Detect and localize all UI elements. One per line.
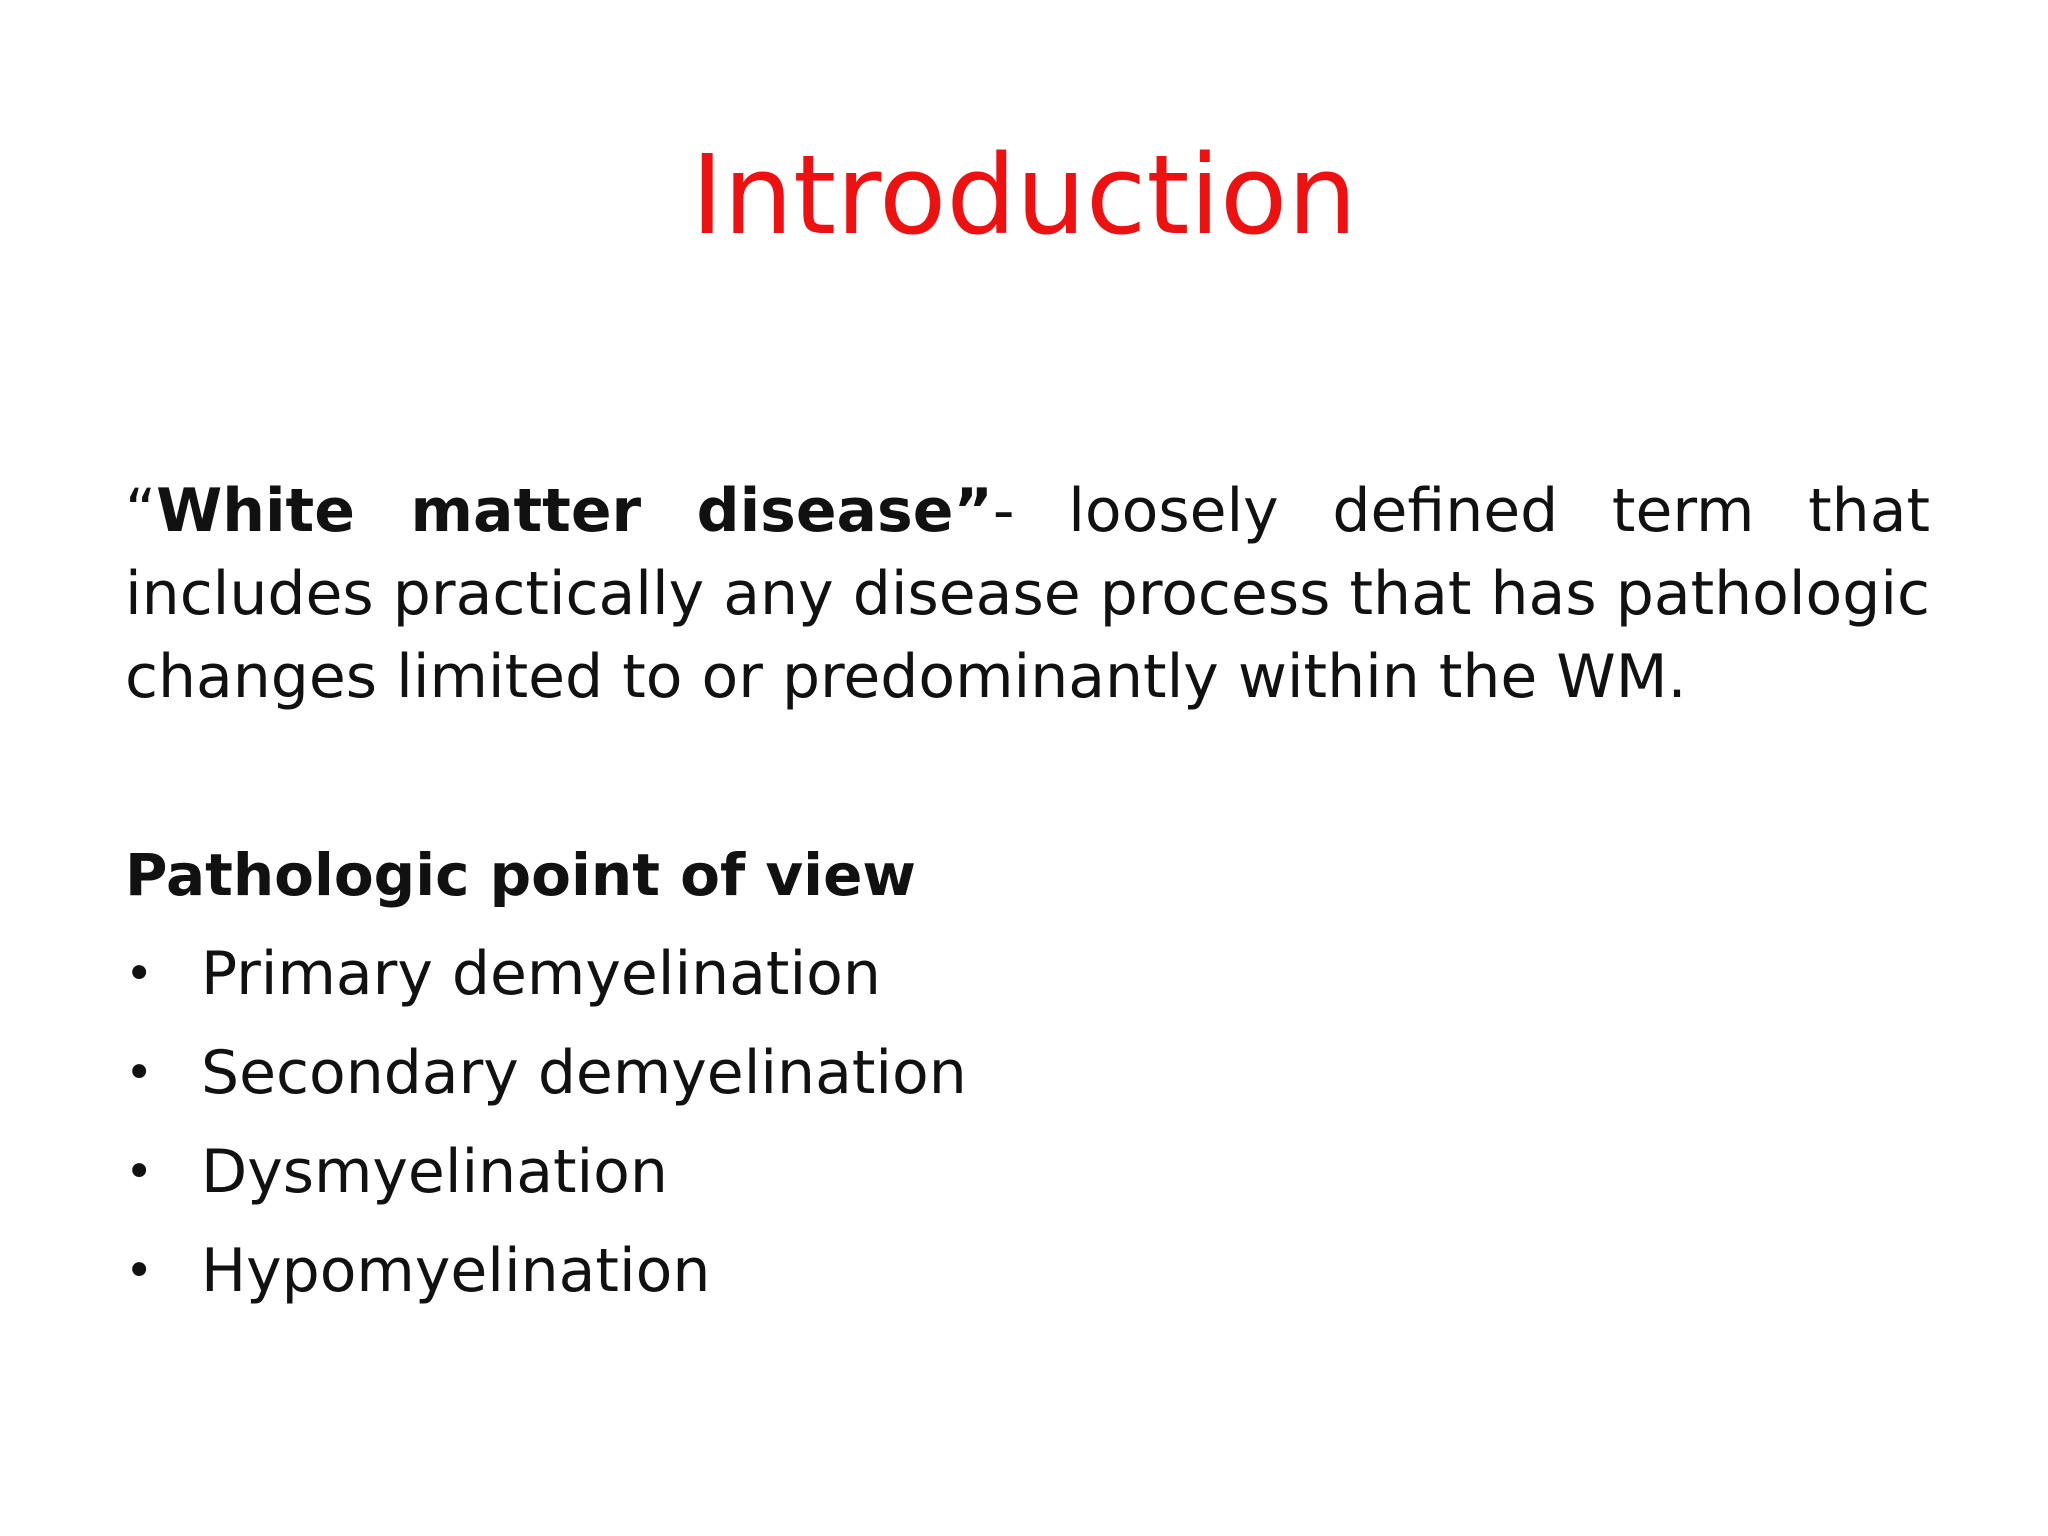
intro-paragraph — [125, 470, 1930, 719]
bullet-text: Hypomyelination — [201, 1236, 711, 1306]
bullet-item — [125, 1222, 1725, 1321]
bullet-list — [125, 925, 1725, 1321]
section-heading: Pathologic point of view — [125, 841, 916, 909]
bullet-icon: • — [125, 1045, 154, 1101]
bullet-icon: • — [125, 1243, 154, 1299]
slide-title: Introduction — [690, 131, 1358, 259]
bullet-text: Secondary demyelination — [201, 1038, 967, 1108]
bullet-icon: • — [125, 1144, 154, 1200]
intro-definition: - loosely defined term that includes practically any disease process that has pathologic changes limited to or predominantly within the WM. — [125, 476, 1930, 712]
intro-term: White matter disease” — [156, 476, 993, 546]
bullet-item — [125, 1024, 1725, 1123]
bullet-text: Dysmyelination — [201, 1137, 668, 1207]
bullet-item — [125, 1123, 1725, 1222]
bullet-item — [125, 925, 1725, 1024]
bullet-icon: • — [125, 946, 154, 1002]
bullet-text: Primary demyelination — [201, 939, 881, 1009]
intro-open-quote: “ — [125, 476, 157, 546]
